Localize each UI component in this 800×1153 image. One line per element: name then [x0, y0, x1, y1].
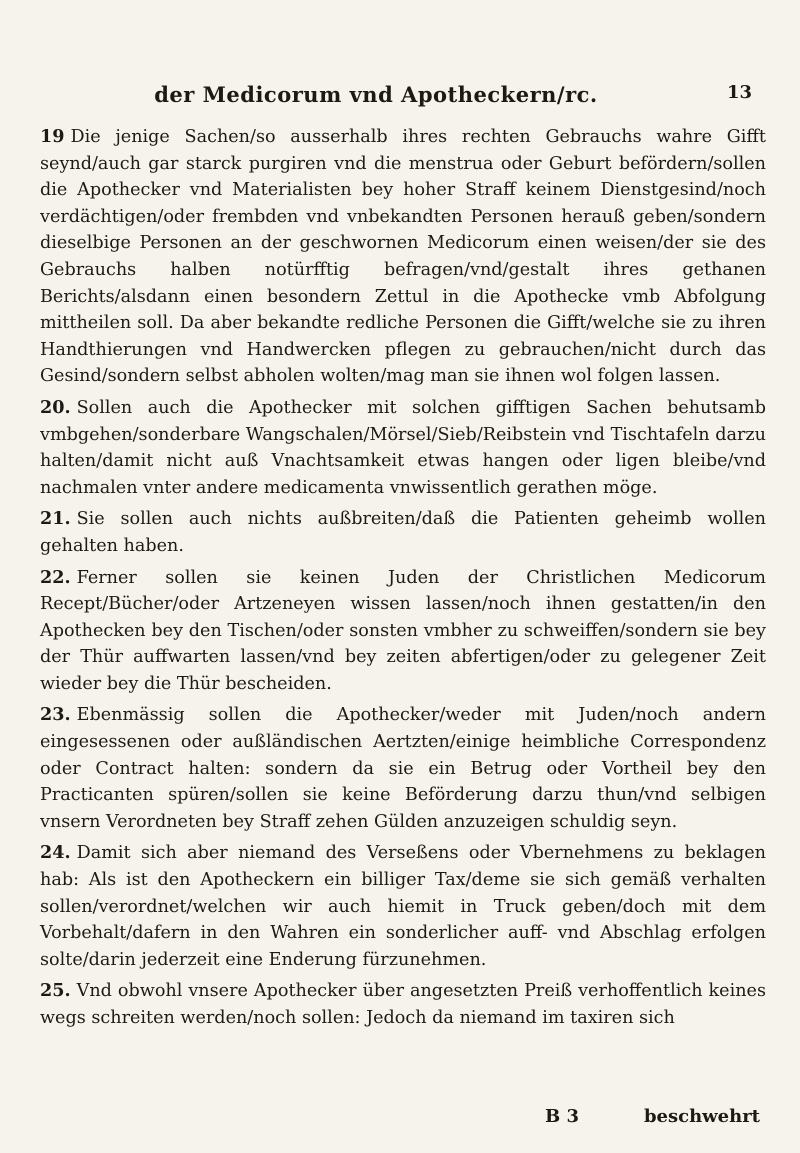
paragraph-text: Sollen auch die Apothecker mit solchen gifftigen Sachen behutsamb vmbgehen/sonderbare Wangschalen/Mörsel/Sieb/Reibstein vnd Tischtafeln darzu halten/damit nicht auß Vnachtsamkeit etwas hangen oder ligen bleibe/vnd nachmalen vnter andere medicamenta vnwissentlich gerathen möge.: [40, 397, 766, 498]
paragraph-22: [40, 565, 766, 698]
paragraph-number: 25.: [40, 980, 71, 1002]
paragraph-number: 22.: [40, 566, 71, 588]
page-body: [40, 124, 766, 1037]
paragraph-24: [40, 840, 766, 973]
running-head: der Medicorum vnd Apotheckern/rc.: [154, 82, 598, 107]
catchword: beschwehrt: [643, 1106, 760, 1127]
page-number: 13: [726, 82, 752, 103]
signature-mark: B 3: [545, 1106, 580, 1127]
paragraph-number: 20.: [40, 396, 71, 418]
paragraph-number: 24.: [40, 842, 71, 864]
paragraph-19: [40, 124, 766, 390]
paragraph-23: [40, 702, 766, 835]
page-header: [40, 82, 752, 110]
paragraph-21: [40, 506, 766, 559]
paragraph-number: 23.: [40, 704, 71, 726]
page-footer: [40, 1106, 760, 1136]
paragraph-number: 19: [40, 126, 65, 147]
paragraph-text: Ferner sollen sie keinen Juden der Christlichen Medicorum Recept/Bücher/oder Artzeneyen wissen lassen/noch ihnen gestatten/in den Apothecken bey den Tischen/oder sonsten vmbher zu schweiffen/sondern sie bey der Thür auffwarten lassen/vnd bey zeiten abfertigen/oder zu gelegener Zeit wieder bey die Thür bescheiden.: [40, 567, 766, 694]
paragraph-text: Sie sollen auch nichts außbreiten/daß die Patienten geheimb wollen gehalten haben.: [40, 509, 766, 556]
paragraph-text: Ebenmässig sollen die Apothecker/weder mit Juden/noch andern eingesessenen oder außländischen Aertzten/einige heimbliche Correspondenz oder Contract halten: sondern da sie ein Betrug oder Vortheil bey den Practicanten spüren/sollen sie keine Beförderung darzu thun/vnd selbigen vnsern Verordneten bey Straff zehen Gülden anzuzeigen schuldig seyn.: [40, 705, 766, 832]
paragraph-text: Damit sich aber niemand des Verseßens oder Vbernehmens zu beklagen hab: Als ist den Apotheckern ein billiger Tax/deme sie sich gemäß verhalten sollen/verordnet/welchen wir auch hiemit in Truck geben/doch mit dem Vorbehalt/dafern in den Wahren ein sonderlicher auff- vnd Abschlag erfolgen solte/darin jederzeit eine Enderung fürzunehmen.: [40, 843, 766, 970]
paragraph-number: 21.: [40, 508, 71, 530]
paragraph-25: [40, 978, 766, 1031]
paragraph-text: Die jenige Sachen/so ausserhalb ihres rechten Gebrauchs wahre Gifft seynd/auch gar starck purgiren vnd die menstrua oder Geburt befördern/sollen die Apothecker vnd Materialisten bey hoher Straff keinem Dienstgesind/noch verdächtigen/oder frembden vnd vnbekandten Personen herauß geben/sondern dieselbige Personen an der geschwornen Medicorum einen weisen/der sie des Gebrauchs halben notürfftig befragen/vnd/gestalt ihres gethanen Berichts/alsdann einen besondern Zettul in die Apothecke vmb Abfolgung mittheilen soll. Da aber bekandte redliche Personen die Gifft/welche sie zu ihren Handthierungen vnd Handwercken pflegen zu gebrauchen/nicht durch das Gesind/sondern selbst abholen wolten/mag man sie ihnen wol folgen lassen.: [40, 127, 766, 387]
paragraph-20: [40, 395, 766, 501]
paragraph-text: Vnd obwohl vnsere Apothecker über angesetzten Preiß verhoffentlich keines wegs schreiten werden/noch sollen: Jedoch da niemand im taxiren sich: [40, 981, 766, 1028]
